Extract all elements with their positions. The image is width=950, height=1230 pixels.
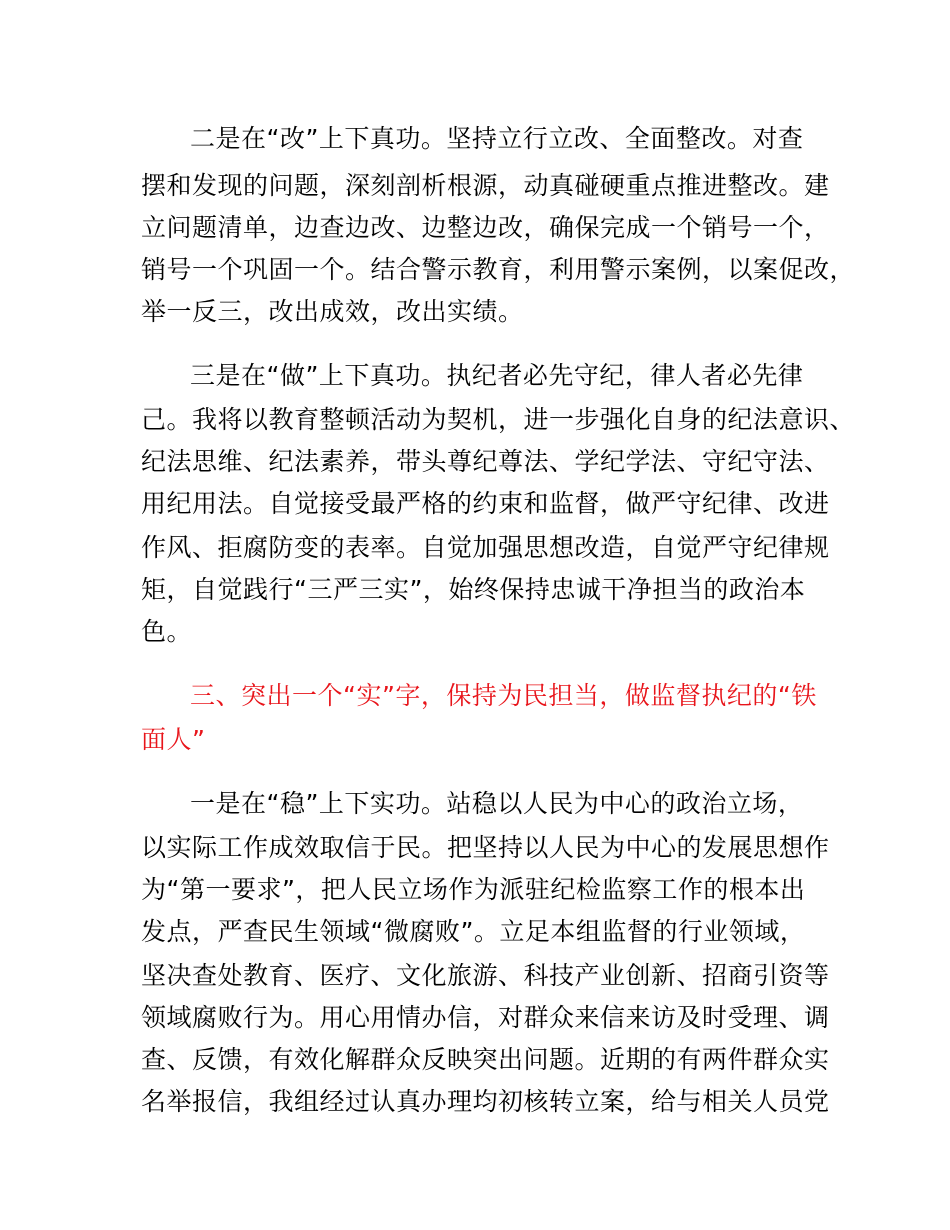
paragraph-3-line-6: 矩，自觉践行“三严三实”，始终保持忠诚干净担当的政治本 [141,575,806,604]
paragraph-2-line-5: 举一反三，改出成效，改出实绩。 [141,297,524,326]
paragraph-4-line-8: 名举报信，我组经过认真办理均初核转立案，给与相关人员党 [141,1087,830,1116]
paragraph-3-line-2: 己。我将以教育整顿活动为契机，进一步强化自身的纪法意识、 [141,405,856,434]
paragraph-4-line-1: 一是在“稳”上下实功。站稳以人民为中心的政治立场， [190,789,804,818]
paragraph-2-line-3: 立问题清单，边查边改、边整边改，确保完成一个销号一个， [141,213,830,242]
paragraph-4-line-6: 领域腐败行为。用心用情办信，对群众来信来访及时受理、调 [141,1003,830,1032]
paragraph-3-line-1: 三是在“做”上下真功。执纪者必先守纪，律人者必先律 [190,361,804,390]
paragraph-4-line-3: 为“第一要求”，把人民立场作为派驻纪检监察工作的根本出 [141,875,806,904]
paragraph-4-line-4: 发点，严查民生领域“微腐败”。立足本组监督的行业领域， [141,917,806,946]
paragraph-2-line-1: 二是在“改”上下真功。坚持立行立改、全面整改。对查 [190,124,804,153]
section-heading-line-2: 面人” [141,725,206,754]
paragraph-4-line-7: 查、反馈，有效化解群众反映突出问题。近期的有两件群众实 [141,1045,830,1074]
paragraph-3-line-7: 色。 [141,617,193,646]
paragraph-3-line-4: 用纪用法。自觉接受最严格的约束和监督，做严守纪律、改进 [141,489,830,518]
paragraph-4-line-5: 坚决查处教育、医疗、文化旅游、科技产业创新、招商引资等 [141,961,830,990]
paragraph-2-line-2: 摆和发现的问题，深刻剖析根源，动真碰硬重点推进整改。建 [141,171,830,200]
paragraph-4-line-2: 以实际工作成效取信于民。把坚持以人民为中心的发展思想作 [141,833,830,862]
paragraph-3-line-3: 纪法思维、纪法素养，带头尊纪尊法、学纪学法、守纪守法、 [141,447,830,476]
section-heading-line-1: 三、突出一个“实”字，保持为民担当，做监督执纪的“铁 [190,681,817,710]
paragraph-2-line-4: 销号一个巩固一个。结合警示教育，利用警示案例，以案促改， [141,255,856,284]
paragraph-3-line-5: 作风、拒腐防变的表率。自觉加强思想改造，自觉严守纪律规 [141,533,830,562]
